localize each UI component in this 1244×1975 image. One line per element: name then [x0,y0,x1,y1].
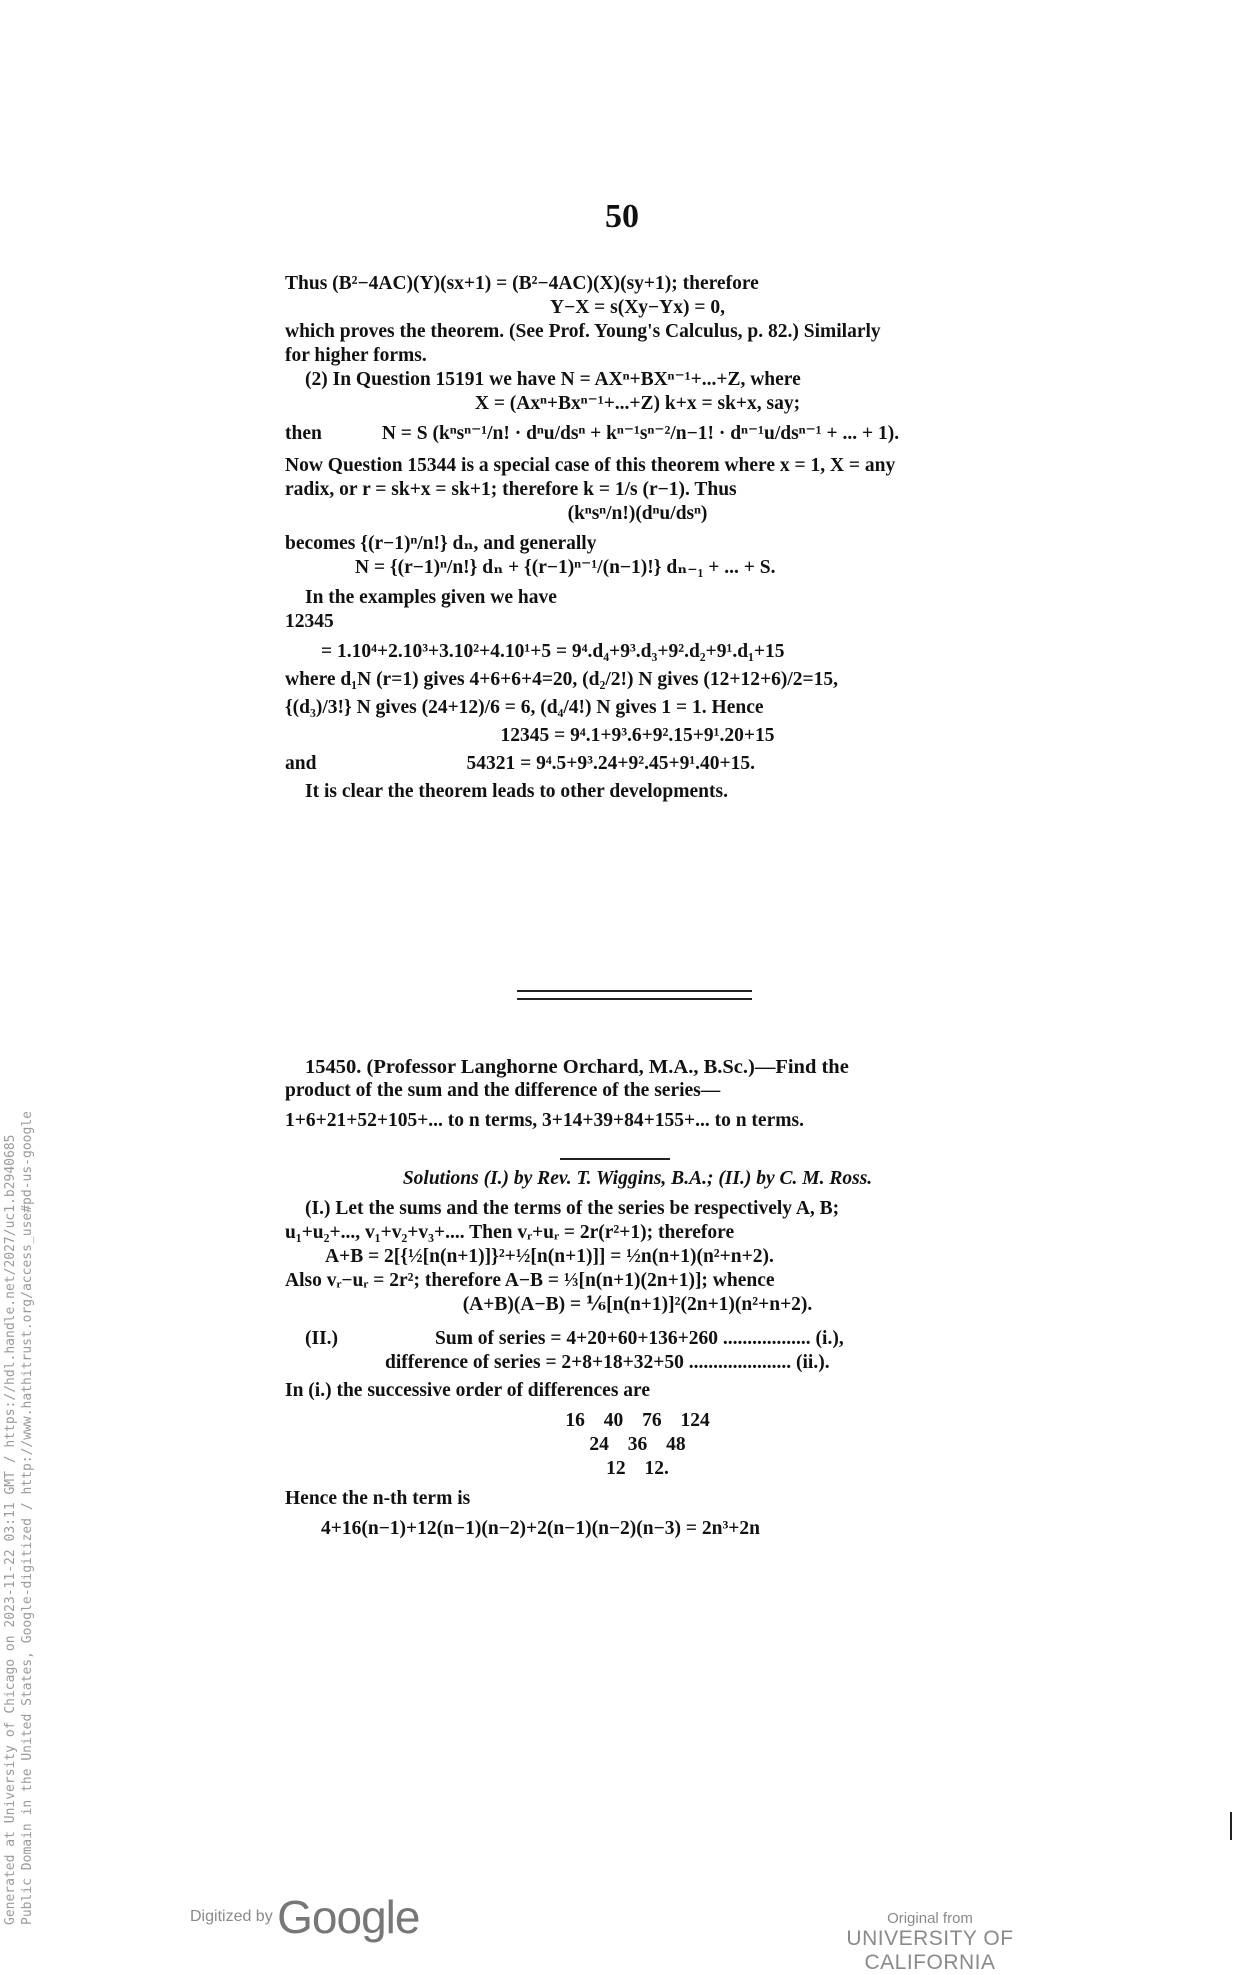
page-number: 50 [605,198,639,235]
text-line: where d₁N (r=1) gives 4+6+6+4=20, (d₂/2!) N gives (12+12+6)/2=15, [285,669,838,690]
solutions-heading: Solutions (I.) by Rev. T. Wiggins, B.A.; (II.) by C. M. Ross. [402,1168,873,1189]
equation-line: difference of series = 2+8+18+32+50 ..................... (ii.). [385,1352,830,1373]
text-line: It is clear the theorem leads to other developments. [305,781,728,802]
sidebar-line: Public Domain in the United States, Google-digitized / http://www.hathitrust.org/access_use#pd-us-google [20,1111,35,1925]
text-line: Now Question 15344 is a special case of this theorem where x = 1, X = any [285,455,896,476]
text-line: radix, or r = sk+x = sk+1; therefore k = 1/s (r−1). Thus [285,479,737,500]
digitized-by-label: Digitized by [190,1908,273,1925]
sidebar-line: Generated at University of Chicago on 2023-11-22 03:11 GMT / https://hdl.handle.net/2027/uc1.b2940685 [3,1134,18,1925]
body-text-top [285,272,990,804]
text-line: In the examples given we have [305,587,557,608]
text-line: and [285,753,317,774]
difference-row: 12 12. [606,1458,669,1479]
question-heading: 15450. (Professor Langhorne Orchard, M.A., B.Sc.)—Find the [305,1056,849,1078]
google-logo: Google [277,1891,420,1943]
text-line: becomes {(r−1)ⁿ/n!} dₙ, and generally [285,533,597,554]
original-from [790,1910,1070,1975]
equation-line: Y−X = s(Xy−Yx) = 0, [550,297,725,318]
text-line: which proves the theorem. (See Prof. Young's Calculus, p. 82.) Similarly [285,321,881,342]
university-label: UNIVERSITY OF CALIFORNIA [846,1927,1014,1974]
equation-line: (A+B)(A−B) = ⅙[n(n+1)]²(2n+1)(n²+n+2). [462,1294,813,1315]
text-line: (I.) Let the sums and the terms of the series be respectively A, B; [305,1198,840,1219]
equation-line: Sum of series = 4+20+60+136+260 .................. (i.), [435,1328,844,1349]
text-line: product of the sum and the difference of the series— [285,1080,721,1101]
margin-mark [1230,1812,1232,1840]
equation-line: N = S (kⁿsⁿ⁻¹/n! · dⁿu/dsⁿ + kⁿ⁻¹sⁿ⁻²/n−1! · dⁿ⁻¹u/dsⁿ⁻¹ + ... + 1). [381,423,900,444]
equation-line: = 1.10⁴+2.10³+3.10²+4.10¹+5 = 9⁴.d₄+9³.d₃+9².d₂+9¹.d₁+15 [321,641,785,662]
equation-line: 4+16(n−1)+12(n−1)(n−2)+2(n−1)(n−2)(n−3) = 2n³+2n [321,1518,761,1539]
equation-line: X = (Axⁿ+Bxⁿ⁻¹+...+Z) k+x = sk+x, say; [474,393,801,414]
body-text-bottom [285,1055,990,1541]
equation-line: (kⁿsⁿ/n!)(dⁿu/dsⁿ) [567,503,708,524]
equation-line: 1+6+21+52+105+... to n terms, 3+14+39+84+155+... to n terms. [285,1110,804,1131]
section-divider-double [517,990,752,1000]
sidebar-watermark [2,1111,36,1925]
difference-row: 16 40 76 124 [565,1410,710,1431]
text-line: Also vᵣ−uᵣ = 2r²; therefore A−B = ⅓[n(n+1)(2n+1)]; whence [285,1270,775,1291]
text-line: for higher forms. [285,345,427,366]
digitized-by-google [190,1890,420,1944]
difference-row: 24 36 48 [589,1434,686,1455]
text-line: In (i.) the successive order of differences are [285,1380,650,1401]
equation-line: N = {(r−1)ⁿ/n!} dₙ + {(r−1)ⁿ⁻¹/(n−1)!} dₙ₋₁ + ... + S. [355,557,776,578]
equation-line: A+B = 2[{½[n(n+1)]}²+½[n(n+1)]] = ½n(n+1)(n²+n+2). [325,1246,774,1267]
text-line: 12345 [285,611,334,632]
text-line: Hence the n-th term is [285,1488,471,1509]
equation-line: 54321 = 9⁴.5+9³.24+9².45+9¹.40+15. [466,753,756,774]
original-from-label: Original from [887,1910,973,1927]
text-line: u₁+u₂+..., v₁+v₂+v₃+.... Then vᵣ+uᵣ = 2r(r²+1); therefore [285,1222,735,1243]
text-line: {(d₃)/3!} N gives (24+12)/6 = 6, (d₄/4!) N gives 1 = 1. Hence [285,697,764,718]
text-line: then [285,423,322,444]
text-line: (2) In Question 15191 we have N = AXⁿ+BXⁿ⁻¹+...+Z, where [305,369,801,390]
text-line: Thus (B²−4AC)(Y)(sx+1) = (B²−4AC)(X)(sy+1); therefore [285,273,759,294]
equation-line: 12345 = 9⁴.1+9³.6+9².15+9¹.20+15 [500,725,775,746]
text-line: (II.) [305,1328,339,1349]
section-divider-short [560,1158,670,1160]
